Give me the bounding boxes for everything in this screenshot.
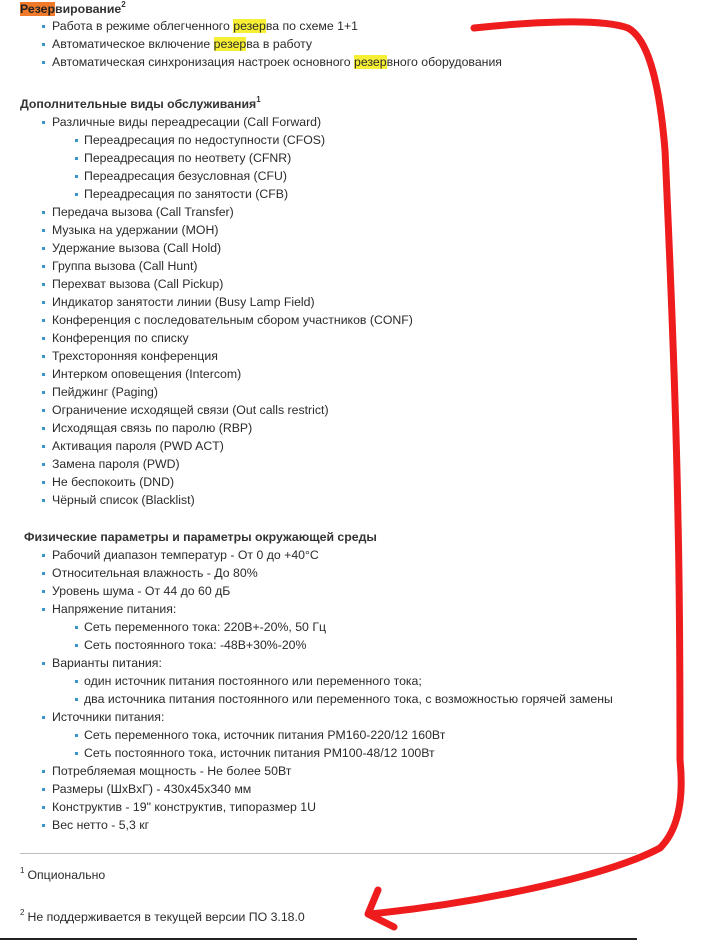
list-item: Различные виды переадресации (Call Forward) [20, 113, 413, 131]
item-text: Автоматическое включение [52, 37, 214, 51]
reserve-heading-rest: вирование [55, 2, 122, 17]
list-item: Перехват вызова (Call Pickup) [20, 275, 413, 293]
item-text: ва по схеме 1+1 [265, 19, 358, 33]
item-text: вного оборудования [386, 55, 502, 69]
reserve-list [20, 17, 502, 71]
footnote-text: Не поддерживается в текущей версии ПО 3.18.0 [27, 910, 305, 925]
services-list [20, 113, 413, 509]
list-item: Активация пароля (PWD ACT) [20, 437, 413, 455]
bottom-divider [0, 938, 637, 940]
list-item: Варианты питания: [20, 654, 613, 672]
footnote-2 [20, 909, 305, 924]
item-text: Работа в режиме облегченного [52, 19, 234, 33]
sub-list-item: Переадресация по недоступности (CFOS) [20, 131, 413, 149]
sub-list-item: Сеть постоянного тока, источник питания PM100-48/12 100Вт [20, 744, 613, 762]
list-item: Конференция с последовательным сбором участников (CONF) [20, 311, 413, 329]
services-heading-text: Дополнительные виды обслуживания [20, 97, 257, 112]
sub-list-item: Переадресация безусловная (CFU) [20, 167, 413, 185]
search-highlight: резер [213, 37, 247, 51]
footnote-ref: 2 [121, 0, 126, 9]
item-text: ва в работу [246, 37, 313, 51]
sub-list-item: два источника питания постоянного или переменного тока, с возможностью горячей замены [20, 690, 613, 708]
sub-list-item: Сеть постоянного тока: -48В+30%-20% [20, 636, 613, 654]
list-item: Относительная влажность - До 80% [20, 564, 613, 582]
footnote-text: Опционально [27, 868, 106, 883]
sub-list-item: один источник питания постоянного или переменного тока; [20, 672, 613, 690]
search-highlight: резер [354, 55, 387, 69]
physical-heading: Физические параметры и параметры окружающей среды [24, 530, 377, 544]
list-item: Источники питания: [20, 708, 613, 726]
list-item [20, 35, 502, 53]
list-item: Трехсторонняя конференция [20, 347, 413, 365]
list-item: Индикатор занятости линии (Busy Lamp Field) [20, 293, 413, 311]
sub-list-item: Переадресация по занятости (CFB) [20, 185, 413, 203]
footnote-ref: 1 [256, 95, 261, 104]
footnote-number: 1 [20, 866, 25, 875]
list-item: Конструктив - 19" конструктив, типоразмер 1U [20, 798, 613, 816]
list-item: Вес нетто - 5,3 кг [20, 816, 613, 834]
reserve-heading-highlight: Резер [20, 2, 56, 17]
list-item: Замена пароля (PWD) [20, 455, 413, 473]
search-highlight: резер [233, 19, 266, 33]
list-item [20, 53, 502, 71]
footnote-divider [20, 853, 637, 854]
list-item: Передача вызова (Call Transfer) [20, 203, 413, 221]
sub-list-item: Сеть переменного тока: 220В+-20%, 50 Гц [20, 618, 613, 636]
list-item: Не беспокоить (DND) [20, 473, 413, 491]
footnote-number: 2 [20, 908, 25, 917]
list-item: Интерком оповещения (Intercom) [20, 365, 413, 383]
list-item: Конференция по списку [20, 329, 413, 347]
sub-list-item: Переадресация по неответу (CFNR) [20, 149, 413, 167]
list-item: Уровень шума - От 44 до 60 дБ [20, 582, 613, 600]
reserve-heading [20, 1, 126, 16]
services-heading [20, 96, 261, 111]
list-item: Рабочий диапазон температур - От 0 до +40°C [20, 546, 613, 564]
footnote-1 [20, 867, 105, 882]
list-item: Ограничение исходящей связи (Out calls restrict) [20, 401, 413, 419]
list-item: Пейджинг (Paging) [20, 383, 413, 401]
list-item: Исходящая связь по паролю (RBP) [20, 419, 413, 437]
annotation-arrowhead [368, 890, 394, 927]
list-item [20, 17, 502, 35]
list-item: Удержание вызова (Call Hold) [20, 239, 413, 257]
list-item: Чёрный список (Blacklist) [20, 491, 413, 509]
list-item: Группа вызова (Call Hunt) [20, 257, 413, 275]
physical-list [20, 546, 613, 834]
list-item: Напряжение питания: [20, 600, 613, 618]
item-text: Автоматическая синхронизация настроек основного [52, 55, 355, 69]
list-item: Размеры (ШхВхГ) - 430х45х340 мм [20, 780, 613, 798]
sub-list-item: Сеть переменного тока, источник питания PM160-220/12 160Вт [20, 726, 613, 744]
list-item: Потребляемая мощность - Не более 50Вт [20, 762, 613, 780]
list-item: Музыка на удержании (MOH) [20, 221, 413, 239]
